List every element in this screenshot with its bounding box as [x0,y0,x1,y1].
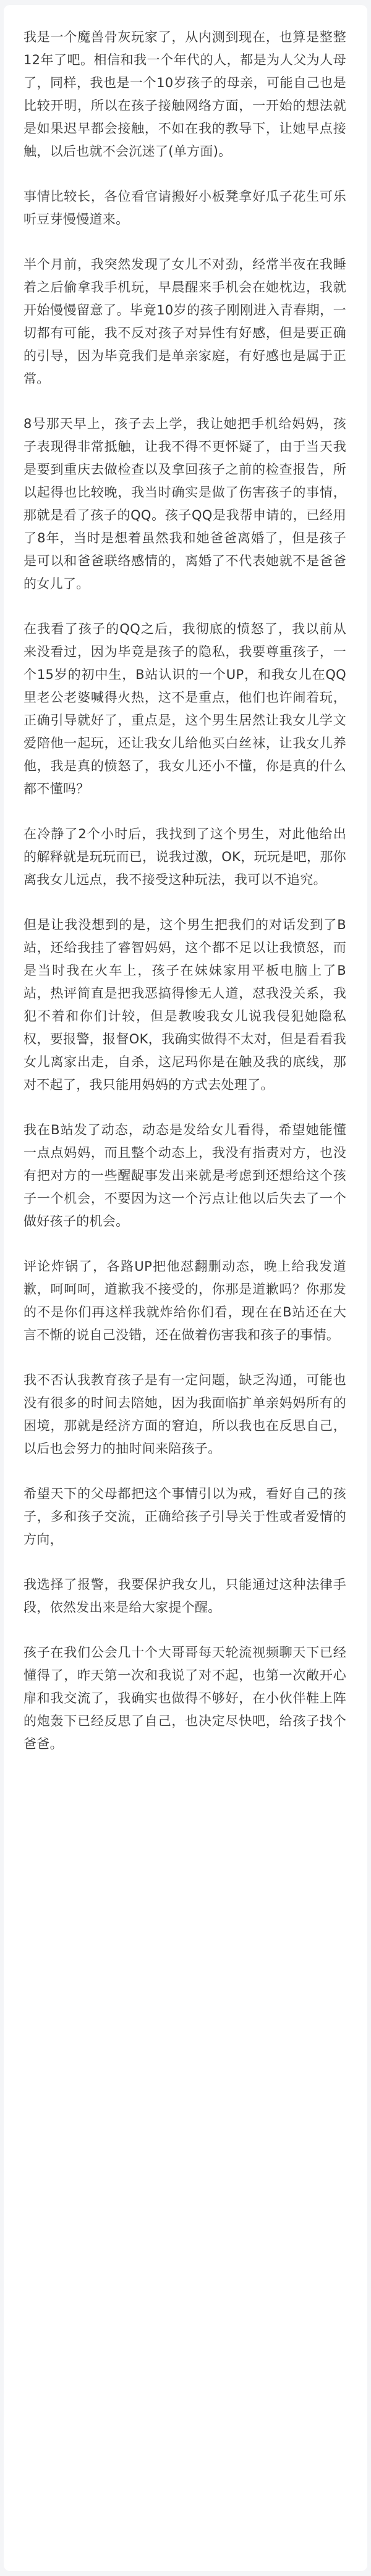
post-paragraph-8: 我在B站发了动态，动态是发给女儿看得，希望她能懂一点点妈妈，而且整个动态上，我没有指责对方，也没有把对方的一些醒龊事发出来就是考虑到还想给这个孩子一个机会，不要因为这一个污点让他以后失去了一个做好孩子的机会。 [23,1122,346,1229]
post-paragraph-13: 孩子在我们公会几十个大哥哥每天轮流视频聊天下已经懂得了，昨天第一次和我说了对不起，也第一次敞开心扉和我交流了，我确实也做得不够好，在小伙伴鞋上阵的炮轰下已经反思了自己，也决定尽快吧，给孩子找个爸爸。 [23,1645,346,1751]
post-paragraph-2: 事情比较长，各位看官请搬好小板凳拿好瓜子花生可乐听豆芽慢慢道来。 [23,189,346,227]
post-paragraph-12: 我选择了报警，我要保护我女儿，只能通过这种法律手段，依然发出来是给大家提个醒。 [23,1577,346,1615]
post-paragraph-4: 8号那天早上，孩子去上学，我让她把手机给妈妈，孩子表现得非常抵触，让我不得不更怀疑了，由于当天我是要到重庆去做检查以及拿回孩子之前的检查报告，所以起得也比较晚，我当时确实是做了伤害孩子的事情，那就是看了孩子的QQ。孩子QQ是我帮申请的，已经用了8年，当时是想着虽然我和她爸爸离婚了，但是孩子是可以和爸爸联络感情的，离婚了不代表她就不是爸爸的女儿了。 [23,416,346,591]
post-paragraph-5: 在我看了孩子的QQ之后，我彻底的愤怒了，我以前从来没看过，因为毕竟是孩子的隐私，我要尊重孩子，一个15岁的初中生，B站认识的一个UP，和我女儿在QQ里老公老婆喊得火热，这不是重点，他们也许闹着玩，正确引导就好了，重点是，这个男生居然让我女儿学文爱陪他一起玩，还让我女儿给他买白丝袜，让我女儿养他，我是真的愤怒了，我女儿还小不懂，你是真的什么都不懂吗？ [23,621,346,796]
post-paragraph-7: 但是让我没想到的是，这个男生把我们的对话发到了B站，还给我挂了睿智妈妈，这个都不足以让我愤怒，而是当时我在火车上，孩子在妹妹家用平板电脑上了B站，热评简直是把我恶搞得惨无人道，怼我没关系，我犯不着和你们计较，但是教唆我女儿说我侵犯她隐私权，要报警，报督OK，我确实做得不太对，但是看看我女儿离家出走，自杀，这尼玛你是在触及我的底线，那对不起了，我只能用妈妈的方式去处理了。 [23,917,346,1092]
post-paragraph-3: 半个月前，我突然发现了女儿不对劲，经常半夜在我睡着之后偷拿我手机玩，早晨醒来手机会在她枕边，我就开始慢慢留意了。毕竟10岁的孩子刚刚进入青春期，一切都有可能，我不反对孩子对异性有好感，但是要正确的引导，因为毕竟我们是单亲家庭，有好感也是属于正常。 [23,257,346,386]
post-card [4,5,367,2571]
post-paragraph-10: 我不否认我教育孩子是有一定问题，缺乏沟通，可能也没有很多的时间去陪她，因为我面临扩单亲妈妈所有的困境，那就是经济方面的窘迫，所以我也在反思自己，以后也会努力的抽时间来陪孩子。 [23,1373,346,1456]
post-paragraph-1: 我是一个魔兽骨灰玩家了，从内测到现在，也算是整整12年了吧。相信和我一个年代的人，都是为人父为人母了，同样，我也是一个10岁孩子的母亲，可能自己也是比较开明，所以在孩子接触网络方面，一开始的想法就是如果迟早都会接触，不如在我的教导下，让她早点接触，以后也就不会沉迷了(单方面)。 [23,30,346,159]
post-paragraph-6: 在冷静了2个小时后，我找到了这个男生，对此他给出的解释就是玩玩而已，说我过激，OK，玩玩是吧，那你离我女儿远点，我不接受这种玩法，我可以不追究。 [23,827,346,887]
post-paragraph-11: 希望天下的父母都把这个事情引以为戒，看好自己的孩子，多和孩子交流，正确给孩子引导关于性或者爱情的方向， [23,1486,346,1547]
post-paragraph-9: 评论炸锅了，各路UP把他怼翻删动态，晚上给我发道歉，呵呵呵，道歉我不接受的，你那是道歉吗？你那发的不是你们再这样我就炸给你们看，现在在B站还在大言不惭的说自己没错，还在做着伤害我和孩子的事情。 [23,1259,346,1342]
